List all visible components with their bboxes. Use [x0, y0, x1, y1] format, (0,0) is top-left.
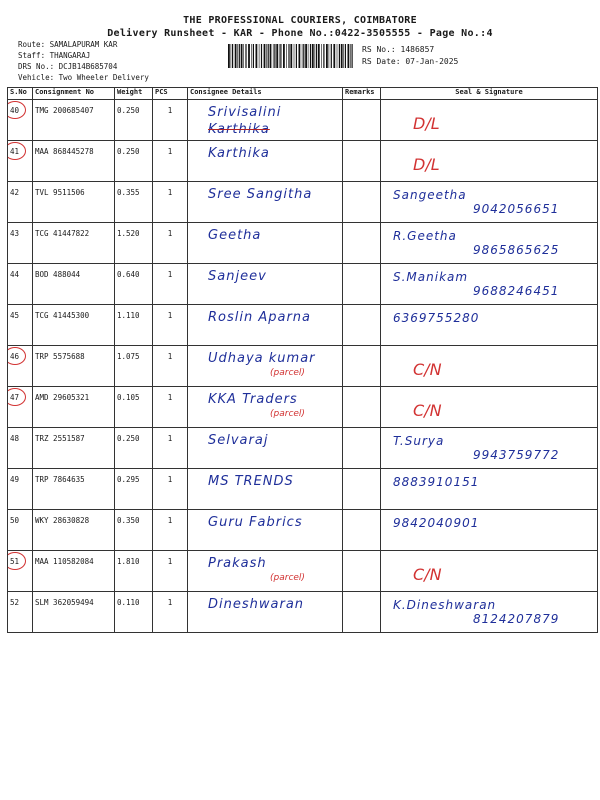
cell-pcs: 1: [153, 592, 188, 633]
serial-number: 51: [10, 557, 20, 566]
serial-number: 48: [10, 434, 20, 443]
signature-text: R.Geetha: [393, 229, 457, 243]
signature-text: C/N: [413, 360, 442, 379]
cell-weight: 1.810: [115, 551, 153, 592]
serial-number: 41: [10, 147, 20, 156]
consignee-name: Geetha: [208, 228, 262, 243]
cell-weight: 1.075: [115, 346, 153, 387]
cell-signature: [381, 592, 598, 633]
table-row: [8, 469, 598, 510]
consignee-name: Guru Fabrics: [208, 515, 303, 530]
table-row: [8, 100, 598, 141]
cell-remarks: [343, 428, 381, 469]
cell-signature: [381, 264, 598, 305]
consignee-name: Selvaraj: [208, 433, 269, 448]
serial-number: 47: [10, 393, 20, 402]
cell-consignment: TVL 9511506: [33, 182, 115, 223]
cell-remarks: [343, 510, 381, 551]
serial-number: 44: [10, 270, 20, 279]
cell-signature: [381, 100, 598, 141]
cell-consignment: TRZ 2551587: [33, 428, 115, 469]
cell-weight: 0.295: [115, 469, 153, 510]
consignee-name: Srivisalini: [208, 105, 282, 120]
cell-consignment: WKY 28630828: [33, 510, 115, 551]
signature-phone: 9943759772: [473, 448, 560, 462]
cell-sno: [8, 551, 33, 592]
cell-consignee: [188, 305, 343, 346]
cell-consignment: BOD 488044: [33, 264, 115, 305]
red-circle-mark: [8, 101, 27, 119]
cell-consignee: [188, 223, 343, 264]
cell-remarks: [343, 141, 381, 182]
consignee-name: Sree Sangitha: [208, 187, 313, 202]
consignee-name: Sanjeev: [208, 269, 267, 284]
cell-sno: [8, 387, 33, 428]
cell-weight: 0.110: [115, 592, 153, 633]
table-bottom-rule: [7, 632, 597, 633]
cell-consignment: TCG 41445300: [33, 305, 115, 346]
cell-consignee: [188, 141, 343, 182]
signature-phone: 9865865625: [473, 243, 560, 257]
cell-pcs: 1: [153, 346, 188, 387]
cell-consignment: TRP 7864635: [33, 469, 115, 510]
cell-signature: [381, 510, 598, 551]
rs-number: RS No.: 1486857: [362, 45, 435, 54]
cell-consignment: AMD 29605321: [33, 387, 115, 428]
consignee-name: Dineshwaran: [208, 597, 305, 612]
cell-consignee: [188, 428, 343, 469]
serial-number: 50: [10, 516, 20, 525]
cell-weight: 1.110: [115, 305, 153, 346]
table-row: [8, 223, 598, 264]
cell-sno: [8, 510, 33, 551]
table-row: [8, 387, 598, 428]
cell-weight: 0.250: [115, 100, 153, 141]
signature-text: D/L: [413, 155, 440, 174]
cell-consignee: [188, 387, 343, 428]
signature-phone: 9688246451: [473, 284, 560, 298]
cell-consignee: [188, 264, 343, 305]
cell-signature: [381, 551, 598, 592]
col-consignment: Consignment No: [33, 88, 115, 100]
cell-sno: [8, 141, 33, 182]
cell-weight: 0.640: [115, 264, 153, 305]
cell-weight: 0.250: [115, 141, 153, 182]
cell-pcs: 1: [153, 223, 188, 264]
signature-text: 6369755280: [393, 311, 480, 325]
cell-signature: [381, 223, 598, 264]
parcel-note: (parcel): [270, 573, 305, 583]
signature-text: C/N: [413, 565, 442, 584]
table-row: [8, 346, 598, 387]
signature-text: K.Dineshwaran: [393, 598, 497, 612]
cell-consignee: [188, 510, 343, 551]
col-weight: Weight: [115, 88, 153, 100]
barcode-image: [228, 44, 353, 68]
cell-remarks: [343, 100, 381, 141]
cell-consignment: MAA 110582084: [33, 551, 115, 592]
cell-sno: [8, 428, 33, 469]
parcel-note: (parcel): [270, 409, 305, 419]
table-row: [8, 551, 598, 592]
table-row: [8, 264, 598, 305]
cell-weight: 0.355: [115, 182, 153, 223]
consignee-name: Prakash: [208, 556, 267, 571]
cell-remarks: [343, 346, 381, 387]
serial-number: 40: [10, 106, 20, 115]
cell-sno: [8, 100, 33, 141]
cell-pcs: 1: [153, 264, 188, 305]
cell-weight: 1.520: [115, 223, 153, 264]
rs-date: RS Date: 07-Jan-2025: [362, 57, 459, 66]
runsheet-subtitle: Delivery Runsheet - KAR - Phone No.:0422-3505555 - Page No.:4: [107, 28, 493, 39]
cell-pcs: 1: [153, 182, 188, 223]
cell-consignee: [188, 469, 343, 510]
cell-weight: 0.350: [115, 510, 153, 551]
consignee-name: Roslin Aparna: [208, 310, 312, 325]
signature-text: T.Surya: [393, 434, 445, 448]
col-sno: S.No: [8, 88, 33, 100]
consignee-name: Udhaya kumar: [208, 351, 316, 366]
cell-signature: [381, 182, 598, 223]
cell-remarks: [343, 387, 381, 428]
cell-pcs: 1: [153, 305, 188, 346]
consignee-name: Karthika: [208, 146, 270, 161]
cell-remarks: [343, 469, 381, 510]
signature-text: C/N: [413, 401, 442, 420]
cell-sno: [8, 182, 33, 223]
drs-label: DRS No.: DCJB14B685704: [18, 62, 118, 71]
col-signature: Seal & Signature: [381, 88, 598, 100]
cell-remarks: [343, 264, 381, 305]
cell-pcs: 1: [153, 428, 188, 469]
serial-number: 43: [10, 229, 20, 238]
serial-number: 52: [10, 598, 20, 607]
table-row: [8, 428, 598, 469]
table-row: [8, 141, 598, 182]
table-row: [8, 305, 598, 346]
cell-consignee: [188, 551, 343, 592]
cell-consignee: [188, 346, 343, 387]
cell-signature: [381, 305, 598, 346]
cell-consignment: TRP 5575688: [33, 346, 115, 387]
cell-remarks: [343, 592, 381, 633]
cell-consignment: SLM 362059494: [33, 592, 115, 633]
col-remarks: Remarks: [343, 88, 381, 100]
cell-weight: 0.250: [115, 428, 153, 469]
cell-pcs: 1: [153, 387, 188, 428]
cell-sno: [8, 346, 33, 387]
cell-sno: [8, 264, 33, 305]
route-label: Route: SAMALAPURAM KAR: [18, 40, 118, 49]
cell-sno: [8, 592, 33, 633]
cell-remarks: [343, 551, 381, 592]
cell-pcs: 1: [153, 510, 188, 551]
cell-signature: [381, 428, 598, 469]
cell-remarks: [343, 182, 381, 223]
red-circle-mark: [8, 388, 27, 406]
consignee-name-alt: Karthika: [208, 122, 270, 137]
col-pcs: PCS: [153, 88, 188, 100]
cell-pcs: 1: [153, 141, 188, 182]
cell-signature: [381, 346, 598, 387]
red-circle-mark: [8, 142, 27, 160]
consignee-name: MS TRENDS: [208, 474, 294, 489]
cell-consignment: TMG 200685407: [33, 100, 115, 141]
signature-text: S.Manikam: [393, 270, 469, 284]
red-circle-mark: [8, 552, 27, 570]
cell-remarks: [343, 305, 381, 346]
cell-remarks: [343, 223, 381, 264]
cell-consignee: [188, 592, 343, 633]
signature-text: 8883910151: [393, 475, 480, 489]
cell-signature: [381, 469, 598, 510]
runsheet-table: [7, 87, 598, 633]
serial-number: 49: [10, 475, 20, 484]
cell-sno: [8, 469, 33, 510]
cell-pcs: 1: [153, 100, 188, 141]
signature-text: 9842040901: [393, 516, 480, 530]
table-row: [8, 182, 598, 223]
cell-weight: 0.105: [115, 387, 153, 428]
cell-consignment: TCG 41447822: [33, 223, 115, 264]
signature-text: D/L: [413, 114, 440, 133]
signature-phone: 8124207879: [473, 612, 560, 626]
cell-pcs: 1: [153, 469, 188, 510]
serial-number: 46: [10, 352, 20, 361]
cell-consignee: [188, 100, 343, 141]
cell-pcs: 1: [153, 551, 188, 592]
table-row: [8, 592, 598, 633]
cell-sno: [8, 305, 33, 346]
col-consignee: Consignee Details: [188, 88, 343, 100]
company-title: THE PROFESSIONAL COURIERS, COIMBATORE: [183, 15, 417, 26]
cell-signature: [381, 141, 598, 182]
serial-number: 42: [10, 188, 20, 197]
red-circle-mark: [8, 347, 27, 365]
table-header-row: [8, 88, 598, 100]
cell-consignee: [188, 182, 343, 223]
serial-number: 45: [10, 311, 20, 320]
parcel-note: (parcel): [270, 368, 305, 378]
cell-signature: [381, 387, 598, 428]
signature-phone: 9042056651: [473, 202, 560, 216]
consignee-name: KKA Traders: [208, 392, 298, 407]
cell-sno: [8, 223, 33, 264]
staff-label: Staff: THANGARAJ: [18, 51, 91, 60]
cell-consignment: MAA 868445278: [33, 141, 115, 182]
table-row: [8, 510, 598, 551]
vehicle-label: Vehicle: Two Wheeler Delivery: [18, 73, 149, 82]
signature-text: Sangeetha: [393, 188, 467, 202]
